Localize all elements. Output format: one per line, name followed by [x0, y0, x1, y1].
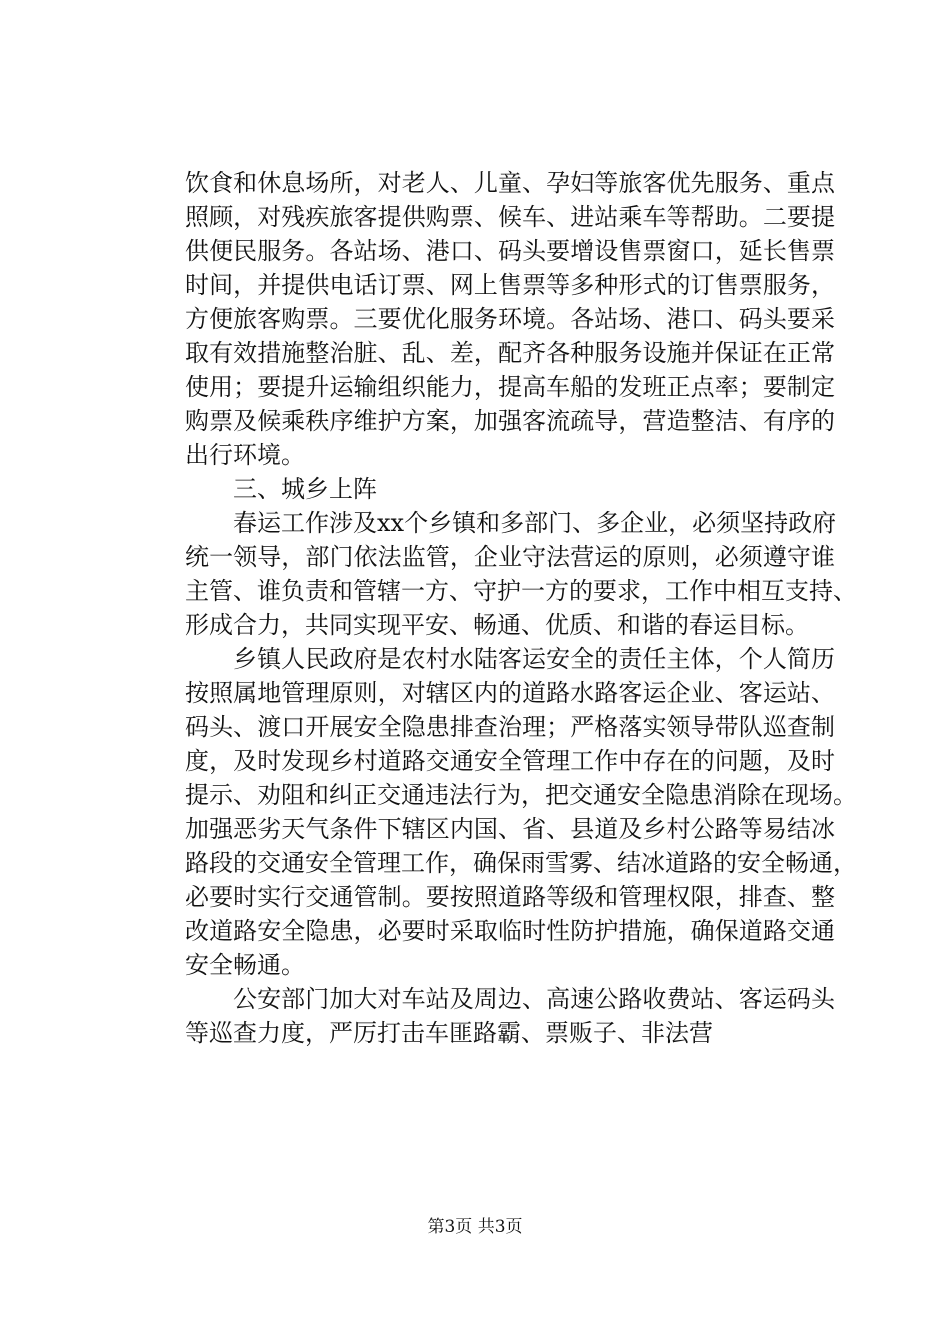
text-line: 改道路安全隐患，必要时采取临时性防护措施，确保道路交通	[185, 917, 835, 945]
text-line: 码头、渡口开展安全隐患排查治理；严格落实领导带队巡查制	[185, 713, 835, 741]
text-line: 出行环境。	[185, 441, 305, 469]
text-line: 安全畅通。	[185, 951, 305, 979]
text-line: 统一领导，部门依法监管，企业守法营运的原则，必须遵守谁	[185, 543, 835, 571]
text-line: 饮食和休息场所，对老人、儿童、孕妇等旅客优先服务、重点	[185, 169, 835, 197]
text-line: 三、城乡上阵	[233, 475, 377, 503]
text-line: 照顾，对残疾旅客提供购票、候车、进站乘车等帮助。二要提	[185, 203, 835, 231]
text-line: 等巡查力度，严厉打击车匪路霸、票贩子、非法营	[185, 1019, 713, 1047]
page-footer: 第3页 共3页	[427, 1217, 523, 1237]
text-line: 提示、劝阻和纠正交通违法行为，把交通安全隐患消除在现场。	[185, 781, 857, 809]
text-line: 乡镇人民政府是农村水陆客运安全的责任主体，个人简历	[233, 645, 835, 673]
document-body	[185, 166, 857, 1050]
text-line: 主管、谁负责和管辖一方、守护一方的要求，工作中相互支持、	[185, 577, 857, 605]
text-line: 方便旅客购票。三要优化服务环境。各站场、港口、码头要采	[185, 305, 835, 333]
text-line: 必要时实行交通管制。要按照道路等级和管理权限，排查、整	[185, 883, 835, 911]
text-line: 春运工作涉及xx个乡镇和多部门、多企业，必须坚持政府	[233, 509, 837, 537]
text-line: 使用；要提升运输组织能力，提高车船的发班正点率；要制定	[185, 373, 835, 401]
text-line: 公安部门加大对车站及周边、高速公路收费站、客运码头	[233, 985, 835, 1013]
text-line: 按照属地管理原则，对辖区内的道路水路客运企业、客运站、	[185, 679, 835, 707]
text-line: 取有效措施整治脏、乱、差，配齐各种服务设施并保证在正常	[185, 339, 835, 367]
text-line: 购票及候乘秩序维护方案，加强客流疏导，营造整洁、有序的	[185, 407, 835, 435]
text-line: 加强恶劣天气条件下辖区内国、省、县道及乡村公路等易结冰	[185, 815, 835, 843]
text-line: 时间，并提供电话订票、网上售票等多种形式的订售票服务，	[185, 271, 835, 299]
text-line: 供便民服务。各站场、港口、码头要增设售票窗口，延长售票	[185, 237, 835, 265]
text-line: 形成合力，共同实现平安、畅通、优质、和谐的春运目标。	[185, 611, 809, 639]
text-line: 路段的交通安全管理工作，确保雨雪雾、结冰道路的安全畅通，	[185, 849, 857, 877]
text-line: 度，及时发现乡村道路交通安全管理工作中存在的问题，及时	[185, 747, 835, 775]
